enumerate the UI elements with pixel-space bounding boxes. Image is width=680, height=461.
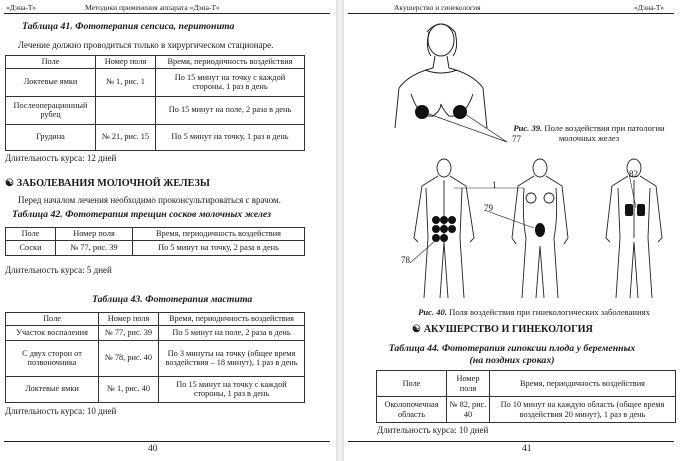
table-cell: По 5 минут на точку, 1 раз в день — [156, 124, 305, 150]
table44-title — [344, 343, 680, 367]
table-cell: По 3 минуты на точку (общее время воздействия – 18 минут), 1 раз в день — [159, 340, 305, 376]
table43-header-field: Поле — [6, 313, 99, 326]
caption-text: Поля воздействия при гинекологических заболеваниях — [449, 307, 650, 317]
table44-header-time: Время, периодичность воздействия — [490, 371, 676, 397]
table42-header-field: Поле — [6, 228, 56, 241]
header-rule — [4, 13, 330, 14]
table42-course: Длительность курса: 5 дней — [5, 265, 112, 275]
caption-text: Поле воздействия при патологии молочных желез — [544, 123, 665, 143]
table-cell: № 1, рис. 40 — [99, 376, 159, 402]
table-cell: № 1, рис. 1 — [96, 68, 156, 96]
table-row — [377, 397, 676, 423]
figure-39-caption — [504, 123, 674, 143]
table-cell: № 77, рис. 39 — [56, 240, 133, 255]
section-heading-breast — [5, 178, 210, 189]
table-cell: Локтевые ямки — [6, 376, 99, 402]
table-row — [6, 68, 305, 96]
table-cell: По 5 минут на поле, 2 раза в день — [159, 325, 305, 340]
section-bullet-icon: ☯ — [5, 178, 15, 189]
figure-40-label-82: 82 — [629, 169, 638, 179]
table44-title-line: (на поздних сроках) — [469, 354, 555, 366]
section-title: ЗАБОЛЕВАНИЯ МОЛОЧНОЙ ЖЕЛЕЗЫ — [16, 178, 210, 189]
section-title: АКУШЕРСТВО И ГИНЕКОЛОГИЯ — [423, 324, 593, 335]
table-cell: № 82, рис. 40 — [447, 397, 490, 423]
figure-40-caption — [394, 307, 674, 317]
figure-40-label-78: 78 — [401, 255, 410, 265]
table43 — [5, 312, 305, 403]
table-cell: По 15 минут на точку с каждой стороны, 1 раз в день — [159, 376, 305, 402]
table-row — [6, 96, 305, 124]
table44 — [376, 370, 676, 423]
running-header-brand: «Дэна-Т» — [634, 3, 665, 12]
table41-title: Таблица 41. Фототерапия сепсиса, перитонита — [22, 21, 235, 32]
section-note: Перед началом лечения необходимо проконсультироваться с врачом. — [18, 195, 281, 205]
figure-39-label-77: 77 — [512, 134, 521, 144]
figure-40-body-illustration — [404, 158, 669, 308]
table-cell: Локтевые ямки — [6, 68, 96, 96]
table-cell: Околопочечная область — [377, 397, 447, 423]
table44-header-field: Поле — [377, 371, 447, 397]
page-number: 41 — [522, 444, 532, 454]
running-header-title: Акушерство и гинекология — [394, 3, 481, 12]
footer-rule — [4, 441, 330, 442]
table-cell: Соски — [6, 240, 56, 255]
table-cell: № 78, рис. 40 — [99, 340, 159, 376]
page-41 — [344, 0, 680, 461]
table-cell: № 77, рис. 39 — [99, 325, 159, 340]
table-cell: По 15 минут на поле, 2 раза в день — [156, 96, 305, 124]
figure-40-label-1: 1 — [492, 180, 497, 190]
table44-title-line: Таблица 44. Фототерапия гипоксии плода у беременных — [388, 343, 636, 354]
table-cell — [96, 96, 156, 124]
table41 — [5, 55, 305, 151]
table-cell: С двух сторон от позвоночника — [6, 340, 99, 376]
page-number: 40 — [148, 444, 158, 454]
table-row — [6, 325, 305, 340]
table-row — [6, 124, 305, 150]
table-cell: По 10 минут на каждую область (общее время воздействия 20 минут), 1 раз в день — [490, 397, 676, 423]
table42 — [5, 227, 305, 256]
table42-title: Таблица 42. Фототерапия трещин сосков молочных желез — [12, 209, 271, 220]
caption-number: Рис. 39. — [513, 123, 543, 133]
table43-header-time: Время, периодичность воздействия — [159, 313, 305, 326]
page-40 — [0, 0, 336, 461]
table-cell: Участок воспаления — [6, 325, 99, 340]
running-header-title: Методики применения аппарата «Дэна-Т» — [85, 3, 220, 12]
table-row — [6, 240, 305, 255]
header-rule — [348, 13, 674, 14]
table43-header-number: Номер поля — [99, 313, 159, 326]
footer-rule — [348, 441, 674, 442]
table42-header-time: Время, периодичность воздействия — [133, 228, 305, 241]
table-cell: № 21, рис. 15 — [96, 124, 156, 150]
table41-header-number: Номер поля — [96, 56, 156, 69]
section-bullet-icon: ☯ — [412, 324, 422, 335]
figure-40-label-79: 79 — [484, 203, 493, 213]
table44-course: Длительность курса: 10 дней — [377, 425, 489, 435]
table-row — [6, 376, 305, 402]
table43-course: Длительность курса: 10 дней — [5, 406, 117, 416]
table41-note: Лечение должно проводиться только в хирургическом стационаре. — [18, 40, 274, 50]
table41-course: Длительность курса: 12 дней — [5, 153, 117, 163]
table-cell: Послеоперационный рубец — [6, 96, 96, 124]
book-gutter — [336, 0, 344, 461]
table42-header-number: Номер поля — [56, 228, 133, 241]
section-heading-obstetrics — [412, 324, 593, 335]
table41-header-time: Время, периодичность воздействия — [156, 56, 305, 69]
table-cell: По 15 минут на точку с каждой стороны, 1 раз в день — [156, 68, 305, 96]
caption-number: Рис. 40. — [418, 307, 448, 317]
table43-title: Таблица 43. Фототерапия мастита — [92, 294, 253, 305]
breast-field-marker — [453, 105, 467, 119]
table-cell: По 5 минут на точку, 2 раза в день — [133, 240, 305, 255]
table-row — [6, 340, 305, 376]
table-cell: Грудина — [6, 124, 96, 150]
table41-header-field: Поле — [6, 56, 96, 69]
running-header-brand: «Дэна-Т» — [6, 3, 37, 12]
breast-field-marker — [415, 105, 429, 119]
table44-header-number: Номер поля — [447, 371, 490, 397]
